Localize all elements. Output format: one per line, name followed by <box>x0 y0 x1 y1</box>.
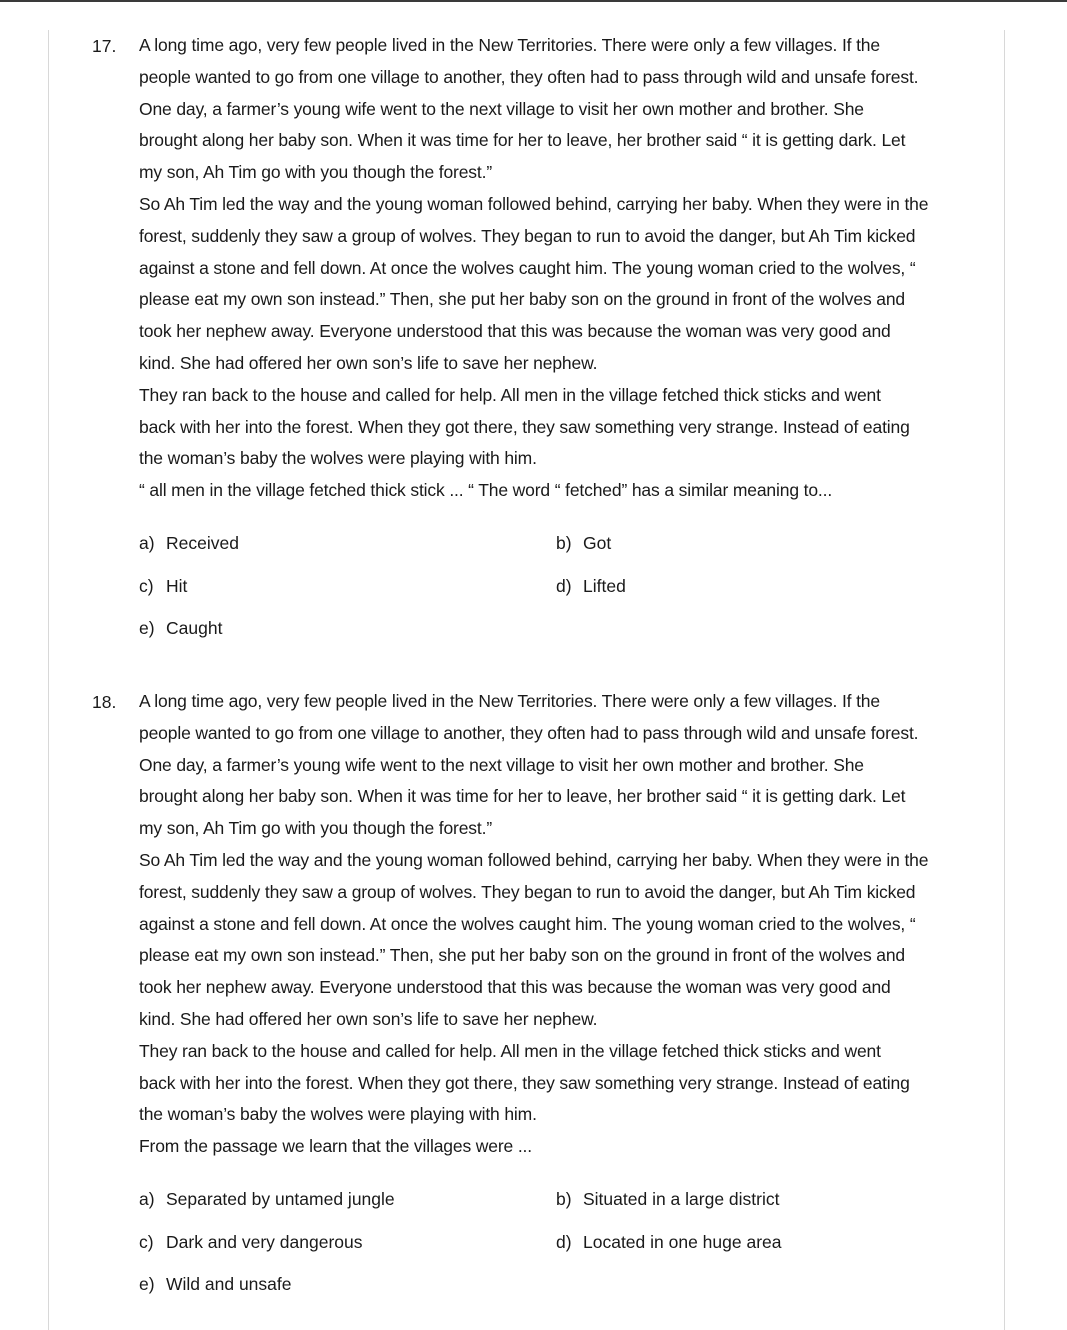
passage-line: back with her into the forest. When they got there, they saw something very strange. Instead of eating <box>139 416 910 437</box>
passage-line: brought along her baby son. When it was time for her to leave, her brother said “ it is getting dark. Let <box>139 786 906 807</box>
option-text: Caught <box>166 617 223 638</box>
option-c[interactable] <box>139 572 187 600</box>
passage-line: They ran back to the house and called for help. All men in the village fetched thick sticks and went <box>139 1040 881 1061</box>
passage-line: people wanted to go from one village to another, they often had to pass through wild and unsafe forest. <box>139 722 919 743</box>
option-text: Located in one huge area <box>583 1231 782 1252</box>
option-text: Hit <box>166 575 188 596</box>
quiz-page <box>48 30 1005 1330</box>
option-letter: c) <box>139 1231 154 1252</box>
passage-line: took her nephew away. Everyone understood that this was because the woman was very good and <box>139 321 891 342</box>
passage-line: my son, Ah Tim go with you though the forest.” <box>139 818 493 839</box>
option-text: Wild and unsafe <box>166 1273 292 1294</box>
question-prompt: From the passage we learn that the villages were ... <box>139 1136 532 1157</box>
option-letter: d) <box>556 1231 572 1252</box>
option-text: Dark and very dangerous <box>166 1231 363 1252</box>
question-number: 18. <box>92 692 117 712</box>
option-letter: a) <box>139 1188 155 1209</box>
option-b[interactable] <box>556 529 611 557</box>
question-body <box>139 686 979 1313</box>
passage-line: against a stone and fell down. At once the wolves caught him. The young woman cried to the wolves, “ <box>139 913 916 934</box>
passage-line: A long time ago, very few people lived in the New Territories. There were only a few villages. If the <box>139 691 880 711</box>
option-c[interactable] <box>139 1228 363 1256</box>
passage-line: please eat my own son instead.” Then, she put her baby son on the ground in front of the wolves and <box>139 945 906 966</box>
passage-line: So Ah Tim led the way and the young woman followed behind, carrying her baby. When they were in the <box>139 193 929 214</box>
option-letter: e) <box>139 617 155 638</box>
passage-line: kind. She had offered her own son’s life to save her nephew. <box>139 352 598 373</box>
option-a[interactable] <box>139 1185 395 1213</box>
option-d[interactable] <box>556 572 626 600</box>
passage-line: the woman’s baby the wolves were playing with him. <box>139 1104 537 1125</box>
option-e[interactable] <box>139 614 222 642</box>
passage-line: brought along her baby son. When it was time for her to leave, her brother said “ it is getting dark. Let <box>139 130 906 151</box>
option-letter: b) <box>556 1188 572 1209</box>
option-b[interactable] <box>556 1185 780 1213</box>
passage-line: A long time ago, very few people lived in the New Territories. There were only a few villages. If the <box>139 35 880 55</box>
option-letter: e) <box>139 1273 155 1294</box>
passage-line: forest, suddenly they saw a group of wolves. They began to run to avoid the danger, but Ah Tim kicked <box>139 225 916 246</box>
option-a[interactable] <box>139 529 239 557</box>
passage-line: So Ah Tim led the way and the young woman followed behind, carrying her baby. When they were in the <box>139 849 929 870</box>
passage-line: kind. She had offered her own son’s life to save her nephew. <box>139 1008 598 1029</box>
passage-line: people wanted to go from one village to another, they often had to pass through wild and unsafe forest. <box>139 66 919 87</box>
passage-line: please eat my own son instead.” Then, she put her baby son on the ground in front of the wolves and <box>139 289 906 310</box>
question-body <box>139 30 979 657</box>
passage-line: They ran back to the house and called for help. All men in the village fetched thick sticks and went <box>139 384 881 405</box>
passage-line: back with her into the forest. When they got there, they saw something very strange. Instead of eating <box>139 1072 910 1093</box>
passage-line: forest, suddenly they saw a group of wolves. They began to run to avoid the danger, but Ah Tim kicked <box>139 881 916 902</box>
answer-options <box>139 529 979 657</box>
passage-line: against a stone and fell down. At once the wolves caught him. The young woman cried to the wolves, “ <box>139 257 916 278</box>
top-rule <box>0 0 1067 2</box>
option-letter: d) <box>556 575 572 596</box>
question-number: 17. <box>92 36 117 56</box>
option-e[interactable] <box>139 1270 292 1298</box>
option-text: Lifted <box>583 575 626 596</box>
passage <box>139 30 979 475</box>
question-prompt: “ all men in the village fetched thick stick ... “ The word “ fetched” has a similar meaning to... <box>139 480 833 501</box>
passage <box>139 686 979 1131</box>
option-d[interactable] <box>556 1228 782 1256</box>
passage-line: took her nephew away. Everyone understood that this was because the woman was very good and <box>139 977 891 998</box>
answer-options <box>139 1185 979 1313</box>
option-text: Got <box>583 532 612 553</box>
option-letter: b) <box>556 532 572 553</box>
option-letter: c) <box>139 575 154 596</box>
passage-line: One day, a farmer’s young wife went to the next village to visit her own mother and brother. She <box>139 98 864 119</box>
option-text: Situated in a large district <box>583 1188 780 1209</box>
passage-line: the woman’s baby the wolves were playing with him. <box>139 448 537 469</box>
passage-line: One day, a farmer’s young wife went to the next village to visit her own mother and brother. She <box>139 754 864 775</box>
passage-line: my son, Ah Tim go with you though the forest.” <box>139 162 493 183</box>
option-letter: a) <box>139 532 155 553</box>
option-text: Received <box>166 532 239 553</box>
option-text: Separated by untamed jungle <box>166 1188 395 1209</box>
